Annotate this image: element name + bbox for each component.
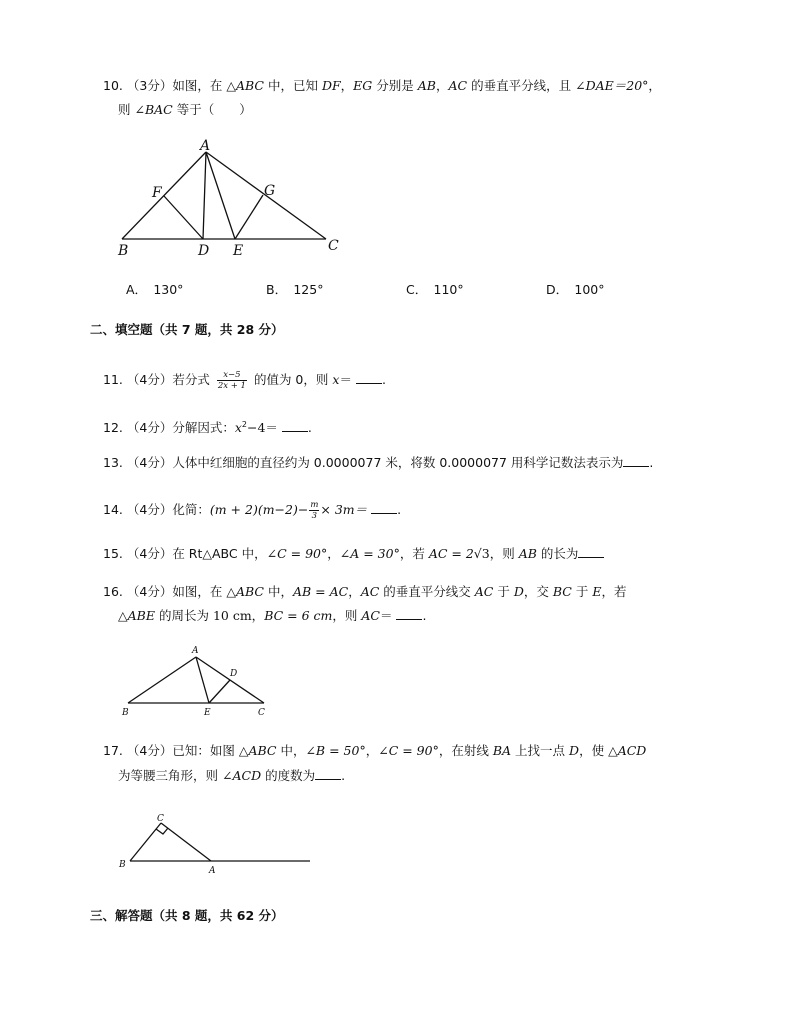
- math: D: [513, 584, 524, 599]
- math: AC: [474, 584, 494, 599]
- text: ，则: [489, 546, 515, 561]
- text: 中，: [280, 743, 306, 758]
- segment-AB: [128, 657, 196, 703]
- text: .: [422, 608, 427, 623]
- text: 如图，在: [172, 584, 223, 599]
- question-number: 17.: [103, 743, 123, 758]
- text: 为等腰三角形，则: [118, 768, 219, 783]
- score: （4分）: [126, 502, 173, 517]
- math: AC: [361, 608, 380, 623]
- math: AC: [360, 584, 380, 599]
- text: 上找一点: [515, 743, 566, 758]
- text: 的周长为: [158, 608, 209, 623]
- text: ，: [340, 78, 354, 93]
- fraction: [309, 500, 319, 521]
- answer-blank[interactable]: [315, 767, 341, 780]
- text: ，: [251, 608, 265, 623]
- text: ，若: [399, 546, 425, 561]
- option-value: 110°: [433, 282, 464, 297]
- label-C: C: [157, 814, 164, 824]
- q10-options: [126, 280, 686, 298]
- segment-DE: [209, 680, 230, 703]
- math: 10 cm: [212, 608, 252, 623]
- text: .: [341, 768, 346, 783]
- q10-figure: [110, 138, 350, 263]
- option-value: 100°: [574, 282, 605, 297]
- option-letter: C．: [406, 282, 421, 297]
- segment-AD: [203, 152, 206, 239]
- math: △ABE: [118, 608, 155, 623]
- option-letter: B．: [266, 282, 281, 297]
- q16-figure: [118, 640, 273, 720]
- label-C: C: [258, 708, 265, 718]
- question-number: 13.: [103, 455, 123, 470]
- text: 中，: [267, 584, 293, 599]
- answer-blank[interactable]: [578, 545, 604, 558]
- q17-line1: [103, 742, 646, 760]
- option-value: 130°: [153, 282, 184, 297]
- numerator: x−5: [217, 370, 247, 381]
- text: 的值为 0，则: [253, 372, 329, 387]
- question-number: 15.: [103, 546, 123, 561]
- text: .: [307, 420, 312, 436]
- math: D: [569, 743, 580, 758]
- math: √3: [473, 546, 490, 561]
- score: （4分）: [126, 372, 173, 387]
- section-heading-solve: 三、解答题（共 8 题，共 62 分）: [90, 908, 284, 923]
- text: ＝: [379, 608, 393, 623]
- math: ∠B = 50°: [305, 743, 366, 758]
- math: △ACD: [608, 743, 647, 758]
- q16-line1: [103, 583, 627, 601]
- q10-line2: [118, 101, 252, 119]
- math: AB = AC: [292, 584, 349, 599]
- text: .: [381, 372, 386, 387]
- question-number: 11.: [103, 372, 123, 387]
- text: ，: [365, 743, 379, 758]
- denominator: 2x + 1: [217, 381, 246, 391]
- math: x: [332, 372, 340, 387]
- math: ∠ACD: [222, 768, 262, 783]
- math: ∠C = 90°: [378, 743, 439, 758]
- text: 于: [497, 584, 510, 599]
- score: （3分）: [126, 78, 173, 93]
- math: △ABC: [226, 584, 264, 599]
- option-b[interactable]: [266, 280, 323, 298]
- text: 如图，在: [172, 78, 223, 93]
- text: 在 Rt△ABC 中，: [172, 546, 267, 561]
- score: （4分）: [126, 584, 173, 599]
- question-number: 12.: [103, 420, 123, 436]
- text: ，: [327, 546, 340, 561]
- label-B: B: [119, 860, 126, 870]
- option-letter: D．: [546, 282, 562, 297]
- segment-EG: [235, 195, 263, 239]
- q11: [103, 370, 386, 391]
- text: ，: [648, 78, 661, 93]
- text: 的长为: [540, 546, 579, 561]
- question-number: 14.: [103, 502, 123, 517]
- q14: [103, 500, 401, 521]
- answer-blank[interactable]: [356, 371, 382, 384]
- right-angle-mark: [156, 828, 168, 834]
- q10-line1: [103, 77, 661, 95]
- segment-DF: [164, 196, 203, 239]
- text: .: [397, 502, 402, 517]
- text: ，: [436, 78, 449, 93]
- label-D: D: [230, 669, 238, 679]
- segment-CA: [161, 823, 211, 861]
- label-E: E: [233, 243, 244, 259]
- text: 已知：如图: [172, 743, 235, 758]
- q16-line2: [118, 607, 426, 625]
- text: 中，已知: [267, 78, 318, 93]
- superscript: 2: [241, 420, 247, 429]
- text: 人体中红细胞的直径约为 0.0000077 米，将数 0.0000077 用科学记数法表示为: [172, 455, 624, 470]
- section-heading-fill-blank: 二、填空题（共 7 题，共 28 分）: [90, 322, 284, 337]
- math: BC = 6 cm: [264, 608, 333, 623]
- text: 的垂直平分线交: [383, 584, 471, 599]
- q17-figure: [115, 812, 315, 877]
- label-F: F: [152, 185, 162, 201]
- math: ∠BAC: [134, 102, 173, 117]
- label-A: A: [209, 866, 216, 876]
- question-number: 10.: [103, 78, 123, 93]
- text: ，使: [579, 743, 605, 758]
- label-B: B: [122, 708, 129, 718]
- option-value: 125°: [293, 282, 324, 297]
- text: 则: [118, 102, 131, 117]
- numerator: m: [310, 500, 319, 510]
- math: BA: [492, 743, 512, 758]
- q16-figure-lines: [128, 657, 264, 703]
- text: 分别是: [376, 78, 414, 93]
- answer-blank[interactable]: [623, 454, 649, 467]
- text: ，则: [332, 608, 358, 623]
- math: ABC: [235, 78, 264, 93]
- math: x: [234, 420, 242, 436]
- q13: [103, 454, 653, 472]
- segment-AE: [206, 152, 235, 239]
- score: （4分）: [126, 743, 173, 758]
- math: △ABC: [238, 743, 277, 758]
- score: （4分）: [126, 420, 173, 436]
- math: AB: [518, 546, 537, 561]
- label-D: D: [198, 243, 210, 259]
- denominator: 3: [311, 511, 318, 521]
- label-G: G: [264, 183, 276, 199]
- math: −4＝: [247, 420, 278, 436]
- text: 于: [575, 584, 589, 599]
- q12: [103, 416, 312, 437]
- math: ∠DAE＝20°: [575, 78, 649, 93]
- answer-blank[interactable]: [371, 501, 397, 514]
- label-B: B: [118, 243, 129, 259]
- text: 的垂直平分线，且: [471, 78, 572, 93]
- text: 若分式: [172, 372, 210, 387]
- math: AC: [448, 78, 468, 93]
- math: DF: [321, 78, 341, 93]
- math: EG: [353, 78, 373, 93]
- text: 分解因式：: [172, 420, 235, 436]
- question-number: 16.: [103, 584, 123, 599]
- fraction: [217, 370, 247, 391]
- option-letter: A．: [126, 282, 141, 297]
- math: BC: [552, 584, 572, 599]
- q17-figure-lines: [130, 823, 310, 861]
- text: .: [649, 455, 654, 470]
- label-A: A: [200, 138, 211, 154]
- answer-blank[interactable]: [282, 419, 308, 432]
- math: E: [592, 584, 602, 599]
- text: ＝: [339, 372, 352, 387]
- math: (m + 2)(m−2)−: [209, 502, 309, 517]
- triangle-symbol: △: [226, 78, 236, 93]
- score: （4分）: [126, 546, 173, 561]
- q15: [103, 545, 604, 563]
- text: ，若: [601, 584, 627, 599]
- q17-line2: [118, 767, 345, 785]
- text: 的度数为: [265, 768, 316, 783]
- option-d[interactable]: [546, 280, 605, 298]
- text: ，交: [523, 584, 549, 599]
- label-E: E: [204, 708, 211, 718]
- math: ∠C = 90°: [266, 546, 328, 561]
- math: × 3m＝: [320, 502, 368, 517]
- text: ，: [348, 584, 361, 599]
- text: 等于（ ）: [176, 102, 252, 117]
- answer-blank[interactable]: [396, 607, 422, 620]
- text: ，在射线: [438, 743, 489, 758]
- option-c[interactable]: [406, 280, 464, 298]
- option-a[interactable]: [126, 280, 183, 298]
- math: AC = 2: [428, 546, 474, 561]
- segment-AB: [122, 152, 206, 239]
- label-C: C: [328, 238, 339, 254]
- text: 化简：: [172, 502, 210, 517]
- label-A: A: [192, 646, 199, 656]
- math: ∠A = 30°: [339, 546, 400, 561]
- score: （4分）: [126, 455, 173, 470]
- math: AB: [417, 78, 436, 93]
